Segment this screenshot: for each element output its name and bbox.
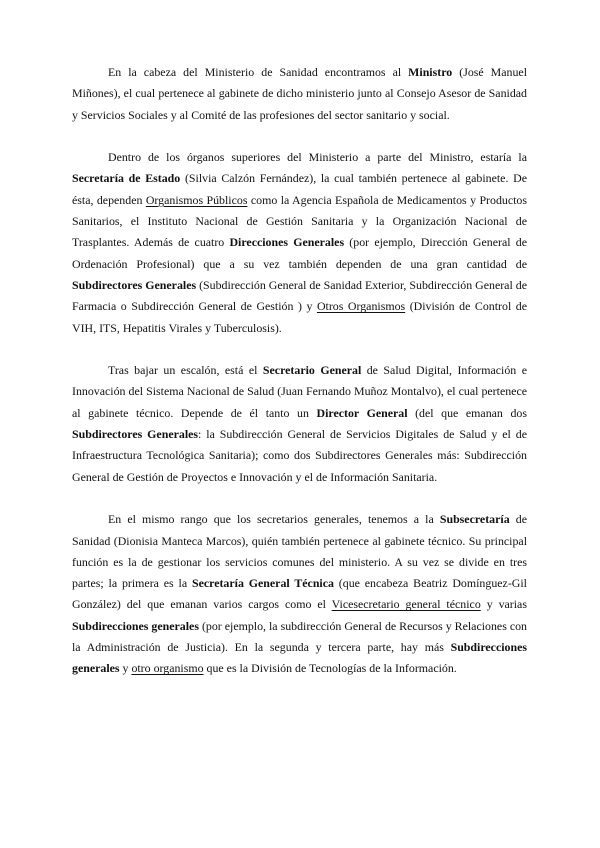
text-run: : la Subdirección General de Servicios Digitales de Salud y el de Infraestructura Tecnológica Sanitaria); como dos Subdirectores Generales más: Subdirección General de Gestión de Proyectos e Innovación y el de Información Sanitaria.	[72, 427, 527, 484]
bold-term-subdirectores-generales: Subdirectores Generales	[72, 427, 199, 442]
paragraph-ministro	[72, 62, 527, 126]
text-run: (División de Control de VIH, ITS, Hepatitis Virales y Tuberculosis).	[72, 299, 528, 335]
text-run: (José Manuel Miñones), el cual pertenece al gabinete de dicho ministerio junto al Consejo Asesor de Sanidad y Servicios Sociales y al Comité de las profesiones del sector sanitario y social.	[72, 65, 528, 122]
bold-term-secretario-general: Secretario General	[262, 363, 362, 378]
text-run: y varias	[480, 597, 527, 612]
text-run: (del que emanan dos	[407, 405, 527, 420]
bold-term-subdirecciones-generales: Subdirecciones generales	[72, 640, 527, 676]
document-body	[72, 62, 527, 701]
bold-term-ministro: Ministro	[408, 65, 453, 79]
text-run: En la cabeza del Ministerio de Sanidad encontramos al	[108, 65, 409, 79]
bold-term-subdirectores-generales: Subdirectores Generales	[72, 277, 197, 292]
text-run: (por ejemplo, Dirección General de Ordenación Profesional) que a su vez también dependen de una gran cantidad de	[72, 235, 527, 271]
paragraph-secretaria-estado	[72, 147, 527, 339]
text-run: (que encabeza Beatriz Domínguez-Gil González) del que emanan varios cargos como el	[72, 576, 527, 612]
text-run: de Salud Digital, Información e Innovación del Sistema Nacional de Salud (Juan Fernando Muñoz Montalvo), el cual pertenece al gabinete técnico. Depende de él tanto un	[72, 363, 527, 420]
underlined-term-otro-organismo: otro organismo	[131, 661, 204, 676]
bold-term-subsecretaria: Subsecretaría	[439, 512, 510, 527]
bold-term-director-general: Director General	[316, 405, 408, 420]
text-run: y	[119, 661, 132, 676]
text-run: Dentro de los órganos superiores del Ministerio a parte del Ministro, estaría la	[108, 150, 527, 165]
bold-term-direcciones-generales: Direcciones Generales	[229, 235, 345, 250]
text-run: de Sanidad (Dionisia Manteca Marcos), quién también pertenece al gabinete técnico. Su principal función es la de gestionar los servicios comunes del ministerio. A su vez se divide en tres partes; la primera es la	[72, 512, 527, 591]
underlined-term-organismos-publicos: Organismos Públicos	[145, 192, 248, 207]
text-run: (Silvia Calzón Fernández), la cual también pertenece al gabinete. De ésta, dependen	[72, 171, 527, 207]
text-run: que es la División de Tecnologías de la Información.	[203, 661, 457, 676]
text-run: (Subdirección General de Sanidad Exterior, Subdirección General de Farmacia o Subdirección General de Gestión ) y	[72, 277, 527, 314]
underlined-term-vicesecretario-general-tecnico: Vicesecretario general técnico	[331, 597, 481, 612]
bold-term-secretaria-general-tecnica: Secretaría General Técnica	[191, 576, 334, 591]
text-run: como la Agencia Española de Medicamentos y Productos Sanitarios, el Instituto Nacional de Gestión Sanitaria y la Organización Nacional de Trasplantes. Además de cuatro	[72, 192, 528, 250]
bold-term-subdirecciones-generales: Subdirecciones generales	[72, 618, 199, 633]
text-run: (por ejemplo, la subdirección General de Recursos y Relaciones con la Administración de Justicia). En la segunda y tercera parte, hay más	[72, 618, 527, 655]
bold-term-secretaria-estado: Secretaría de Estado	[72, 171, 181, 186]
underlined-term-otros-organismos: Otros Organismos	[316, 299, 406, 314]
text-run: En el mismo rango que los secretarios generales, tenemos a la	[108, 512, 440, 527]
paragraph-subsecretaria	[72, 509, 527, 679]
text-run: Tras bajar un escalón, está el	[108, 363, 263, 378]
paragraph-secretario-general	[72, 360, 527, 488]
